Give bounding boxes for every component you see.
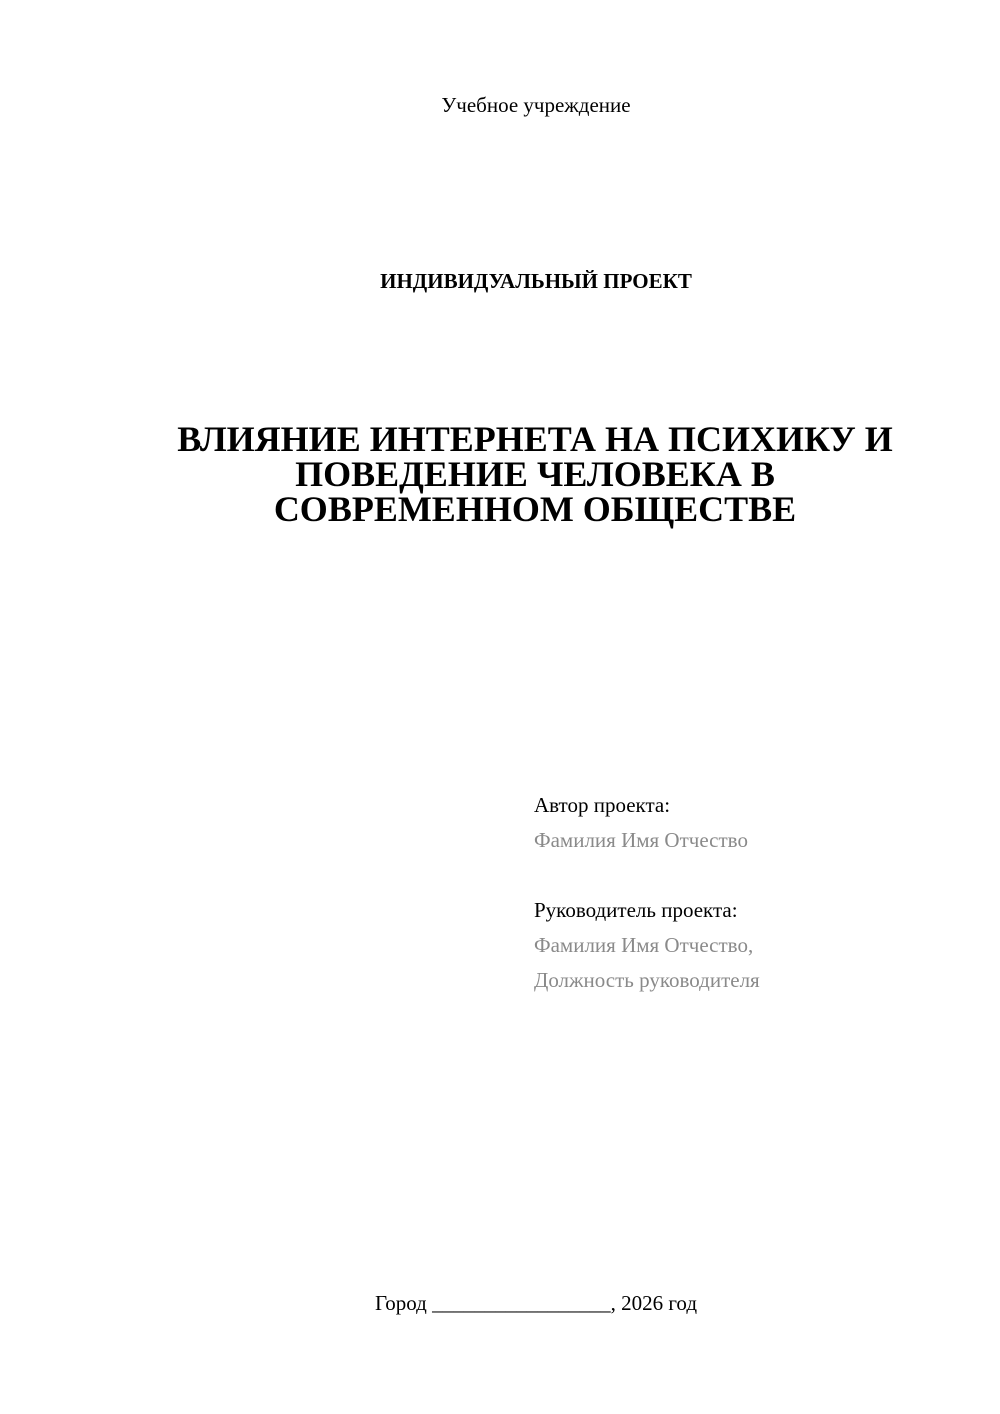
- institution-name: Учебное учреждение: [441, 93, 631, 117]
- author-info-block: [534, 788, 954, 998]
- project-type-heading: ИНДИВИДУАЛЬНЫЙ ПРОЕКТ: [380, 269, 692, 293]
- city-year-line: Город _________________, 2026 год: [374, 1291, 698, 1315]
- author-label: Автор проекта:: [534, 793, 671, 817]
- title-line: СОВРЕМЕННОМ ОБЩЕСТВЕ: [273, 489, 797, 529]
- supervisor-position-placeholder: Должность руководителя: [534, 968, 760, 992]
- spacer: [534, 858, 954, 893]
- supervisor-label: Руководитель проекта:: [534, 898, 738, 922]
- project-title: [100, 419, 970, 529]
- author-name-placeholder: Фамилия Имя Отчество: [534, 828, 748, 852]
- title-line: ПОВЕДЕНИЕ ЧЕЛОВЕКА В: [295, 454, 775, 494]
- supervisor-name-placeholder: Фамилия Имя Отчество,: [534, 933, 754, 957]
- title-line: ВЛИЯНИЕ ИНТЕРНЕТА НА ПСИХИКУ И: [177, 419, 893, 459]
